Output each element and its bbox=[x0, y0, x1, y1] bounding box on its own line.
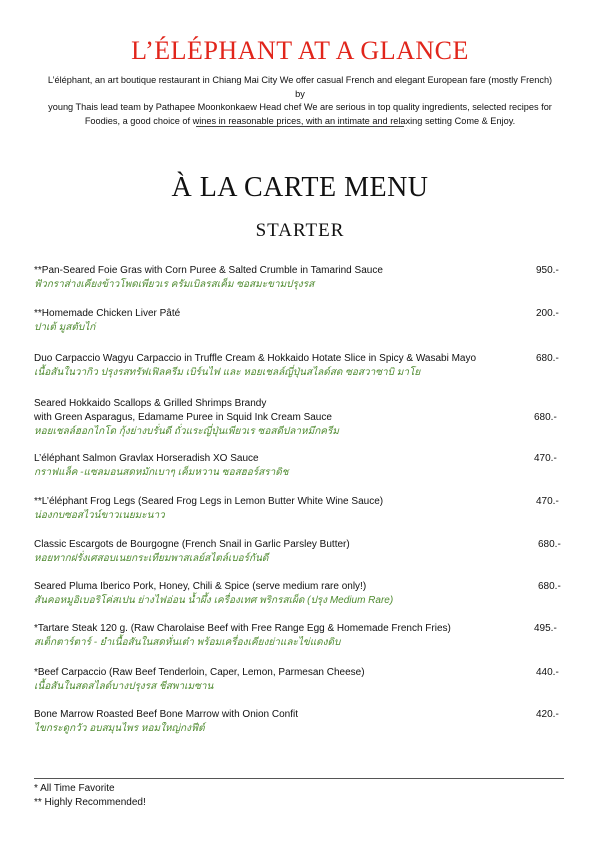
item-thai-name: ไขกระดูกวัว อบสมุนไพร หอมใหญ่กงฟีต์ bbox=[34, 723, 205, 734]
footnote-recommended: ** Highly Recommended! bbox=[34, 797, 146, 808]
item-price: 200.- bbox=[536, 308, 559, 319]
menu-item bbox=[34, 397, 564, 439]
item-thai-name: สันคอหมูอิเบอริโค่สเปน ย่างไฟอ่อน น้ำผึ้ง เครื่องเทศ พริกรสเผ็ด (ปรุง Medium Rare) bbox=[34, 595, 394, 606]
item-name: L’éléphant Salmon Gravlax Horseradish XO Sauce bbox=[34, 453, 259, 464]
item-thai-name: ฟัวกราส่างเคียงข้าวโพดเพียวเร ครัมเบิลรสเค็ม ซอสมะขามปรุงรส bbox=[34, 279, 315, 290]
item-price: 470.- bbox=[536, 496, 559, 507]
item-name: Seared Hokkaido Scallops & Grilled Shrimps Brandy bbox=[34, 398, 267, 409]
item-thai-name: กราฟแล็ค -แซลมอนสดหมักเบาๆ เค็มหวาน ซอสฮอร์สราดิช bbox=[34, 467, 289, 478]
item-price: 470.- bbox=[534, 453, 557, 464]
item-price: 950.- bbox=[536, 265, 559, 276]
menu-item bbox=[34, 622, 564, 650]
menu-item bbox=[34, 580, 564, 608]
item-price: 680.- bbox=[538, 539, 561, 550]
menu-item bbox=[34, 538, 564, 566]
item-name: Bone Marrow Roasted Beef Bone Marrow with Onion Confit bbox=[34, 709, 299, 720]
item-name: **L’éléphant Frog Legs (Seared Frog Legs in Lemon Butter White Wine Sauce) bbox=[34, 496, 384, 507]
item-thai-name: น่องกบซอสไวน์ขาวเนยมะนาว bbox=[34, 510, 165, 521]
item-thai-name: ปาเต้ มูสตับไก่ bbox=[34, 322, 96, 333]
item-name: *Tartare Steak 120 g. (Raw Charolaise Beef with Free Range Egg & Homemade French Fries) bbox=[34, 623, 451, 634]
menu-item bbox=[34, 352, 564, 380]
item-price: 680.- bbox=[538, 581, 561, 592]
menu-item bbox=[34, 666, 564, 694]
menu-item bbox=[34, 452, 564, 480]
item-name: Classic Escargots de Bourgogne (French Snail in Garlic Parsley Butter) bbox=[34, 539, 350, 550]
item-price: 440.- bbox=[536, 667, 559, 678]
footnote-favorite: * All Time Favorite bbox=[34, 783, 115, 794]
intro-text bbox=[46, 74, 554, 128]
item-name: *Beef Carpaccio (Raw Beef Tenderloin, Caper, Lemon, Parmesan Cheese) bbox=[34, 667, 365, 678]
item-thai-name: เนื้อสันในสดสไลด์บางปรุงรส ชีสพาเมซาน bbox=[34, 681, 214, 692]
item-price: 420.- bbox=[536, 709, 559, 720]
item-thai-name: สเต็กตาร์ตาร์ - ยำเนื้อสันในสดหั่นเต๋า พร้อมเครื่องเคียงย่าและไข่แดงดิบ bbox=[34, 637, 341, 648]
footer-divider bbox=[34, 778, 564, 779]
menu-item bbox=[34, 495, 564, 523]
divider bbox=[196, 126, 404, 127]
page-title: L’ÉLÉPHANT AT A GLANCE bbox=[131, 36, 469, 65]
menu-title: À LA CARTE MENU bbox=[171, 172, 429, 203]
item-price: 680.- bbox=[534, 412, 557, 423]
item-price: 495.- bbox=[534, 623, 557, 634]
item-thai-name: เนื้อสันในวากิว ปรุงรสทรัฟเฟิลครีม เบิร์นไฟ และ หอยเชลล์ญี่ปุ่นสไลด์สด ซอสวาซาบิ มาโย bbox=[34, 367, 421, 378]
intro-line: young Thais lead team by Pathapee Moonkonkaew Head chef We are serious in top quality ingredients, selected recipes for bbox=[48, 102, 552, 112]
item-name: **Pan-Seared Foie Gras with Corn Puree & Salted Crumble in Tamarind Sauce bbox=[34, 265, 383, 276]
item-thai-name: หอยเชลล์ฮอกไกโด กุ้งย่างบรั่นดี ถั่วแระญี่ปุ่นเพียวเร ซอสดีปลาหมึกครีม bbox=[34, 426, 339, 437]
intro-line: Foodies, a good choice of wines in reasonable prices, with an intimate and relaxing setting Come & Enjoy. bbox=[84, 115, 516, 126]
intro-line: L’éléphant, an art boutique restaurant in Chiang Mai City We offer casual French and elegant European fare (mostly French) by bbox=[47, 75, 553, 99]
menu-item bbox=[34, 708, 564, 736]
menu-item bbox=[34, 307, 564, 335]
item-name: Duo Carpaccio Wagyu Carpaccio in Truffle Cream & Hokkaido Hotate Slice in Spicy & Wasabi Mayo bbox=[34, 353, 477, 364]
item-name-continued: with Green Asparagus, Edamame Puree in Squid Ink Cream Sauce bbox=[34, 412, 332, 423]
item-name: **Homemade Chicken Liver Pâté bbox=[34, 308, 181, 319]
section-title: STARTER bbox=[255, 220, 345, 241]
item-name: Seared Pluma Iberico Pork, Honey, Chili & Spice (serve medium rare only!) bbox=[34, 581, 367, 592]
menu-item bbox=[34, 264, 564, 292]
item-thai-name: หอยทากฝรั่งเศสอบเนยกระเทียมพาสเลย์สไตล์เบอร์กันดี bbox=[34, 553, 269, 564]
item-price: 680.- bbox=[536, 353, 559, 364]
